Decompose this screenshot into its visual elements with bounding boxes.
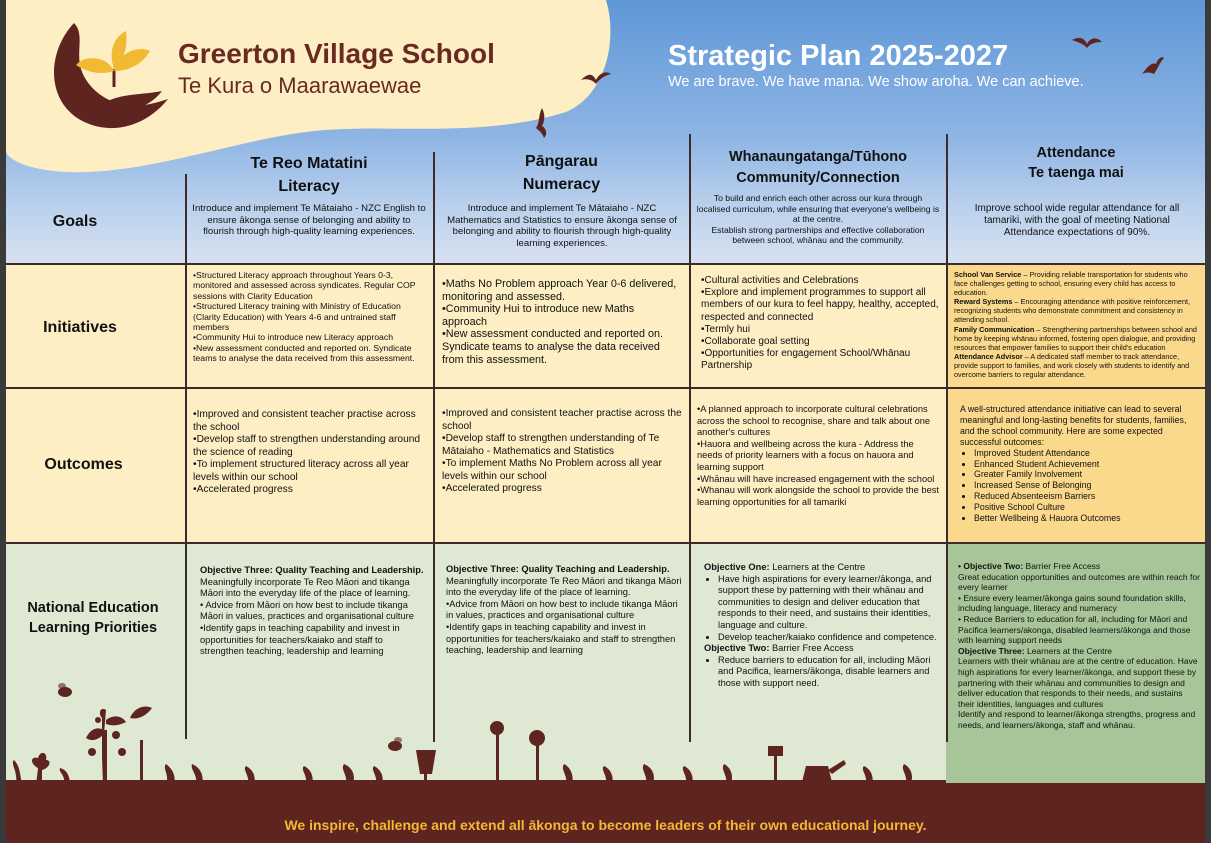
outcomes-literacy (193, 409, 427, 497)
school-logo-icon (44, 15, 174, 135)
row-label-goals: Goals (52, 213, 98, 230)
list-item: • Reduced Absenteeism Barriers (974, 491, 1200, 502)
list-item (954, 297, 1198, 324)
list-item: • Reduce Barriers to education for all, including for Māori and Pacifica learners/akonga, disabled learners/ākonga and those with learning support needs (958, 613, 1191, 646)
list-item: •Improved and consistent teacher practise across the school (193, 409, 416, 433)
row-label-outcomes: Outcomes (44, 456, 123, 473)
footer-band (6, 783, 1205, 843)
goal-community-part1: To build and enrich each other across our kura through localised curriculum, while ensuring that everyone's wellbeing is at the centre. (696, 193, 940, 224)
list-item: • Enhanced Student Achievement (974, 459, 1200, 470)
list-item: •To implement structured literacy across all year levels within our school (193, 459, 409, 483)
list-item: •Termly hui (701, 323, 751, 335)
list-item: •Opportunities for engagement School/Whānau Partnership (701, 348, 911, 372)
outcomes-attendance-intro: A well-structured attendance initiative can lead to several meaningful and long-lasting benefits for students, families, and the school community. Here are some expected successful outcomes: (960, 404, 1187, 447)
school-name: Greerton Village School (178, 38, 495, 69)
row-label-nelp-line2: Learning Priorities (28, 620, 158, 636)
nelp-community-obj2-text: Barrier Free Access (769, 643, 854, 654)
nelp-community-obj1-list (704, 574, 942, 644)
column-heading-numeracy-english: Numeracy (522, 176, 601, 193)
list-item: Learners with their whānau are at the centre of education. Have high aspirations for every learner/ākonga, and support these by partnering with their whānau and communities to design and deliver education that responds to their needs, and sustains their identities, languages and cultures (958, 656, 1198, 709)
list-item-text: – Encouraging attendance with positive reinforcement, recognizing students who demonstrate commitment and consistency in attending school. (954, 297, 1191, 325)
nelp-community-obj2-list (704, 655, 942, 690)
nelp-attendance-obj2-bold: • Objective Two: (958, 561, 1024, 571)
column-heading-numeracy (434, 150, 689, 196)
nelp-attendance-obj3-text: Learners at the Centre (1024, 645, 1113, 656)
nelp-attendance-objective-two (958, 561, 1200, 572)
bird-icon (1072, 34, 1102, 50)
list-item: Identify and respond to learner/ākonga strengths, progress and needs, and learners/ākonga, staff and whānau. (958, 709, 1196, 730)
bird-icon (534, 108, 550, 138)
list-item: •Collaborate goal setting (701, 336, 810, 348)
list-item: Meaningfully incorporate Te Reo Māori and tikanga Māori into the everyday life of the place of learning. (446, 575, 682, 598)
nelp-attendance-objective-three (958, 646, 1200, 657)
list-item: •Community Hui to introduce new Maths approach (442, 303, 635, 328)
list-item: •Whanau will work alongside the school to provide the best learning opportunities for all tamariki (697, 485, 940, 507)
bird-icon (1142, 56, 1164, 78)
list-item: • Ensure every learner/ākonga gains sound foundation skills, including language, literacy and numeracy (958, 592, 1186, 614)
list-item: •Advice from Māori on how best to include tikanga Māori in values, practices and organisational culture (446, 598, 678, 621)
plan-title: Strategic Plan 2025-2027 (668, 40, 1009, 72)
nelp-numeracy-heading: Objective Three: Quality Teaching and Leadership. (446, 564, 670, 574)
nelp-literacy-heading: Objective Three: Quality Teaching and Leadership. (200, 565, 424, 575)
goal-attendance: Improve school wide regular attendance for all tamariki, with the goal of meeting National Attendance expectations of 90%. (974, 203, 1180, 238)
list-item: •Accelerated progress (193, 484, 293, 495)
nelp-attendance-obj2-text: Barrier Free Access (1023, 561, 1101, 571)
list-item: •New assessment conducted and reported on. Syndicate teams to analyse the data received from this assessment. (442, 328, 664, 366)
school-maori-name: Te Kura o Maarawaewae (178, 73, 422, 98)
outcomes-attendance-list (960, 448, 1200, 524)
list-item-title: Family Communication (954, 324, 1035, 334)
nelp-community-objective-two (704, 643, 942, 655)
list-item: •Develop staff to strengthen understanding around the science of reading (193, 434, 421, 458)
list-item: •Improved and consistent teacher practise across the school (442, 408, 682, 432)
list-item (954, 352, 1198, 379)
nelp-community-objective-one (704, 562, 942, 574)
nelp-community (704, 562, 942, 690)
list-item: •Identify gaps in teaching capability and invest in opportunities for teachers/kaiako and staff to strengthen teaching, leadership and learning (446, 621, 676, 656)
garden-silhouette-decoration (6, 690, 1205, 790)
list-item-text: – Strengthening partnerships between school and home by keeping whānau informed, fostering open dialogue, and providing resources that empower families to support their child's education (954, 324, 1197, 352)
list-item: • Positive School Culture (974, 502, 1200, 513)
initiatives-literacy (193, 270, 429, 364)
initiatives-attendance (954, 270, 1198, 379)
column-heading-community-english: Community/Connection (736, 170, 900, 186)
row-label-initiatives: Initiatives (43, 319, 117, 336)
initiatives-community (701, 275, 941, 373)
list-item: •To implement Maths No Problem across all year levels within our school (442, 458, 662, 482)
row-label-nelp (6, 598, 180, 638)
column-heading-numeracy-maori: Pāngarau (525, 153, 598, 170)
list-item: •Hauora and wellbeing across the kura - Address the needs of priority learners with a focus on hauora and learning support (697, 438, 914, 472)
list-item-title: School Van Service (954, 270, 1022, 279)
nelp-literacy (200, 565, 426, 658)
list-item: • Improved Student Attendance (974, 448, 1200, 459)
list-item: • Greater Family Involvement (974, 469, 1200, 480)
strategic-plan-poster (6, 0, 1205, 843)
goal-community (696, 193, 940, 246)
nelp-numeracy-items (446, 576, 686, 657)
school-motto: We are brave. We have mana. We show aroha. We can achieve. (668, 74, 1084, 90)
list-item: •A planned approach to incorporate cultural celebrations across the school to recognise, share and talk about one another's cultures (697, 404, 931, 438)
list-item-text: – A dedicated staff member to track attendance, provide support to families, and work closely with students to identify and overcome barriers to regular attendance. (954, 351, 1190, 380)
list-item: Meaningfully incorporate Te Reo Māori and tikanga Māori into the everyday life of the place of learning. (200, 576, 411, 599)
column-heading-community (690, 147, 946, 189)
footer-vision-statement: We inspire, challenge and extend all ākonga to become leaders of their own educational journey. (284, 817, 927, 833)
column-heading-community-maori: Whanaungatanga/Tūhono (728, 149, 907, 165)
list-item: •Identify gaps in teaching capability and invest in opportunities for teachers/kaiako and staff to strengthen teaching, leadership and learning (200, 622, 400, 657)
list-item: Great education opportunities and outcomes are within reach for every learner (958, 571, 1200, 593)
column-heading-attendance-maori: Te taenga mai (1028, 165, 1124, 181)
nelp-literacy-items (200, 577, 426, 658)
list-item (954, 325, 1198, 352)
column-heading-attendance (947, 143, 1205, 183)
list-item: •Accelerated progress (442, 483, 542, 494)
nelp-attendance-obj3-bold: Objective Three: (958, 645, 1025, 656)
column-heading-literacy-maori: Te Reo Matatini (250, 155, 368, 172)
list-item: •Structured Literacy approach throughout Years 0-3, monitored and assessed across syndicates. Regular COP sessions with Clarity Education (193, 270, 416, 301)
list-item-text: – Providing reliable transportation for students who face challenges getting to school, ensuring every child has access to education. (954, 270, 1188, 298)
outcomes-attendance (960, 404, 1200, 524)
initiatives-numeracy (442, 278, 682, 366)
list-item (954, 270, 1198, 297)
list-item: •Explore and implement programmes to support all members of our kura to feel happy, healthy, accepted, respected and connected (701, 287, 939, 323)
list-item: •Whānau will have increased engagement with the school (697, 473, 935, 484)
list-item: •Cultural activities and Celebrations (701, 275, 859, 286)
list-item: • Advice from Māori on how best to include tikanga Māori in values, practices and organisational culture (200, 599, 414, 622)
bird-icon (581, 70, 611, 86)
column-heading-attendance-english: Attendance (1036, 145, 1116, 161)
nelp-numeracy (446, 564, 686, 657)
nelp-community-obj1-bold: Objective One: (704, 562, 770, 572)
column-heading-literacy (186, 152, 432, 198)
list-item: •Develop staff to strengthen understanding of Te Mātaiaho - Mathematics and Statistics (442, 433, 660, 457)
bee-icon (384, 736, 406, 754)
nelp-attendance-lines (958, 572, 1200, 646)
goal-literacy: Introduce and implement Te Mātaiaho - NZC English to ensure ākonga sense of belonging and ability to flourish through high-quality learning experiences. (192, 203, 426, 237)
row-label-nelp-line1: National Education (27, 600, 159, 616)
outcomes-community (697, 404, 941, 508)
list-item: •Community Hui to introduce new Literacy approach (193, 332, 394, 343)
column-heading-literacy-english: Literacy (278, 178, 340, 195)
list-item: • Increased Sense of Belonging (974, 480, 1200, 491)
goal-community-part2: Establish strong partnerships and effective collaboration between school, whānau and the community. (711, 224, 925, 245)
nelp-community-obj2-bold: Objective Two: (704, 643, 770, 654)
list-item: •New assessment conducted and reported on. Syndicate teams to analyse the data received from this assessment. (193, 342, 415, 364)
list-item-title: Reward Systems (954, 297, 1013, 307)
bee-icon (54, 682, 76, 700)
list-item-title: Attendance Advisor (954, 351, 1023, 361)
list-item: • Have high aspirations for every learner/ākonga, and support these by patterning with their whānau and communities to design and deliver education that responds to their need, and sustains their identities, language and culture. (718, 574, 942, 632)
outcomes-numeracy (442, 408, 684, 496)
list-item: •Maths No Problem approach Year 0-6 delivered, monitoring and assessed. (442, 278, 677, 303)
list-item: • Better Wellbeing & Hauora Outcomes (974, 513, 1200, 524)
goal-numeracy: Introduce and implement Te Mātaiaho - NZC Mathematics and Statistics to ensure ākonga sense of belonging and ability to flourish through high-quality learning experiences. (447, 203, 677, 249)
nelp-community-obj1-text: Learners at the Centre (769, 562, 866, 572)
list-item: •Structured Literacy training with Ministry of Education (Clarity Education) with Years 4-6 and untrained staff members (193, 301, 401, 333)
list-item: • Reduce barriers to education for all, including Māori and Pacifica, learners/ākonga, disable learners and those with support need. (718, 655, 942, 690)
list-item: • Develop teacher/kaiako confidence and competence. (718, 632, 942, 644)
